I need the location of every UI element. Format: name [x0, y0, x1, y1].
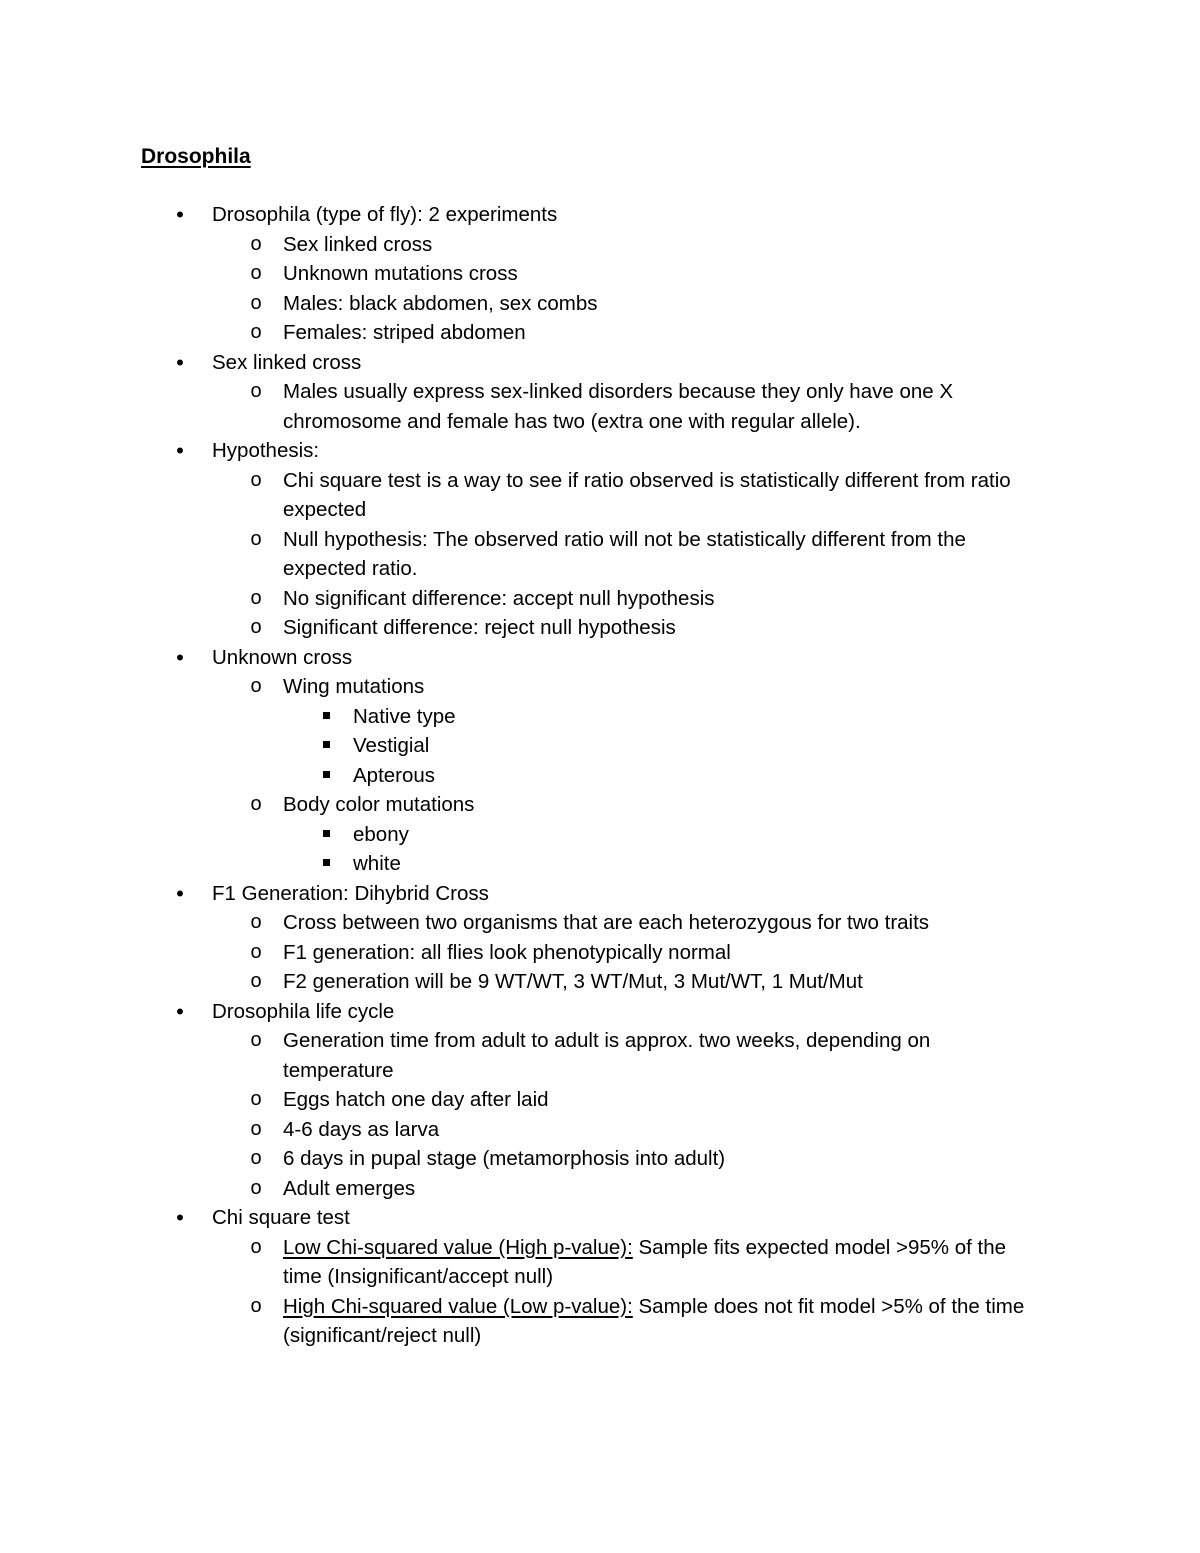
sub-bullet-text: Wing mutations [283, 675, 425, 698]
sub-bullet-marker: o [250, 1176, 262, 1199]
sub-sub-bullet-text: ebony [353, 822, 409, 846]
sub-bullet-continuation: expected ratio. [283, 557, 418, 580]
sub-bullet-item [0, 259, 1200, 289]
bullet-item [0, 348, 1200, 378]
sub-bullet-text: 4-6 days as larva [283, 1117, 440, 1141]
sub-bullet-text: Eggs hatch one day after laid [283, 1088, 549, 1111]
bullet-marker: • [176, 644, 184, 670]
bullet-marker: • [176, 998, 184, 1024]
sub-bullet-item [0, 318, 1200, 348]
sub-bullet-text: Chi square test is a way to see if ratio observed is statistically different from ratio [283, 468, 1011, 492]
sub-bullet-marker: o [250, 321, 262, 343]
sub-sub-bullet-item [0, 820, 1200, 850]
sub-bullet-item [0, 1115, 1200, 1145]
bullet-item [0, 1203, 1200, 1233]
sub-bullet-text: 6 days in pupal stage (metamorphosis into adult) [283, 1147, 726, 1170]
bullet-item [0, 643, 1200, 673]
bullet-text: Unknown cross [212, 645, 353, 669]
bullet-marker: • [176, 880, 184, 906]
sub-bullet-continuation: expected [283, 498, 367, 521]
bullet-text: Chi square test [212, 1206, 350, 1229]
underlined-term: Low Chi-squared value (High p-value): [283, 1235, 633, 1259]
page-title: Drosophila [141, 145, 251, 168]
sub-bullet-item [0, 1144, 1200, 1174]
sub-bullet-text: Unknown mutations cross [283, 262, 518, 285]
sub-bullet-marker: o [250, 1147, 262, 1169]
notes-list [0, 200, 1200, 1351]
sub-bullet-text: F2 generation will be 9 WT/WT, 3 WT/Mut, 3 Mut/WT, 1 Mut/Mut [283, 970, 863, 993]
square-bullet-icon [314, 761, 338, 791]
square-bullet-icon [314, 731, 338, 761]
sub-bullet-item [0, 908, 1200, 938]
sub-bullet-text: Females: striped abdomen [283, 321, 526, 344]
sub-bullet-marker: o [250, 1029, 262, 1051]
sub-sub-bullet-text: Vestigial [353, 734, 430, 757]
sub-bullet-continuation: chromosome and female has two (extra one with regular allele). [283, 409, 861, 433]
sub-bullet-item [0, 967, 1200, 997]
sub-bullet-continuation: temperature [283, 1058, 394, 1082]
sub-bullet-text: Adult emerges [283, 1176, 416, 1200]
bullet-text: Drosophila life cycle [212, 999, 395, 1023]
sub-bullet-marker: o [250, 940, 262, 963]
bullet-marker: • [176, 438, 184, 463]
sub-bullet-item [0, 1292, 1200, 1322]
sub-sub-bullet-item [0, 849, 1200, 879]
sub-bullet-item [0, 466, 1200, 496]
bullet-text: Hypothesis: [212, 439, 320, 462]
sub-bullet-item [0, 1026, 1200, 1056]
sub-bullet-text: F1 generation: all flies look phenotypically normal [283, 940, 731, 964]
sub-bullet-item [0, 230, 1200, 260]
sub-bullet-continuation: (significant/reject null) [283, 1324, 482, 1347]
sub-bullet-marker: o [250, 616, 262, 638]
sub-bullet-marker: o [250, 1235, 262, 1258]
sub-bullet-item [0, 672, 1200, 702]
sub-bullet-text: Significant difference: reject null hypothesis [283, 616, 676, 639]
sub-bullet-marker: o [250, 911, 262, 933]
sub-bullet-item [0, 790, 1200, 820]
sub-bullet-item [0, 1085, 1200, 1115]
sub-bullet-item [0, 1233, 1200, 1263]
sub-bullet-marker: o [250, 1088, 262, 1110]
sub-bullet-marker: o [250, 380, 262, 402]
sub-bullet-marker: o [250, 586, 262, 609]
sub-bullet-marker: o [250, 675, 262, 697]
bullet-text: Sex linked cross [212, 350, 362, 374]
sub-bullet-text: Body color mutations [283, 793, 475, 816]
sub-bullet-text: Null hypothesis: The observed ratio will not be statistically different from the [283, 527, 966, 551]
sub-bullet-text: Sample does not fit model >5% of the time [632, 1294, 1025, 1318]
sub-bullet-text: Sample fits expected model >95% of the [632, 1235, 1007, 1259]
sub-sub-bullet-item [0, 731, 1200, 761]
sub-bullet-text: Males: black abdomen, sex combs [283, 291, 598, 315]
sub-bullet-text: No significant difference: accept null hypothesis [283, 586, 715, 610]
bullet-marker: • [176, 202, 184, 227]
sub-bullet-text: Sex linked cross [283, 232, 433, 256]
bullet-item [0, 997, 1200, 1027]
sub-bullet-item [0, 613, 1200, 643]
bullet-item [0, 436, 1200, 466]
sub-bullet-marker: o [250, 291, 262, 314]
sub-bullet-marker: o [250, 970, 262, 992]
sub-sub-bullet-text: Apterous [353, 763, 436, 787]
sub-bullet-text: Males usually express sex-linked disorders because they only have one X [283, 380, 954, 403]
sub-bullet-item [0, 377, 1200, 407]
bullet-marker: • [176, 1205, 184, 1230]
sub-bullet-item [0, 525, 1200, 555]
sub-bullet-marker: o [250, 232, 262, 255]
bullet-marker: • [176, 349, 184, 375]
sub-bullet-marker: o [250, 793, 262, 815]
sub-bullet-item [0, 938, 1200, 968]
bullet-item [0, 879, 1200, 909]
sub-sub-bullet-item [0, 761, 1200, 791]
underlined-term: High Chi-squared value (Low p-value): [283, 1294, 633, 1318]
sub-bullet-text: Cross between two organisms that are each heterozygous for two traits [283, 911, 930, 934]
square-bullet-icon [314, 849, 338, 879]
sub-sub-bullet-text: white [353, 852, 401, 875]
bullet-text: Drosophila (type of fly): 2 experiments [212, 203, 558, 226]
sub-bullet-marker: o [250, 1294, 262, 1317]
sub-bullet-item [0, 584, 1200, 614]
bullet-text: F1 Generation: Dihybrid Cross [212, 881, 489, 905]
sub-bullet-marker: o [250, 527, 262, 550]
sub-bullet-marker: o [250, 468, 262, 491]
square-bullet-icon [314, 702, 338, 732]
sub-bullet-item [0, 1174, 1200, 1204]
sub-bullet-continuation: time (Insignificant/accept null) [283, 1265, 554, 1288]
bullet-item [0, 200, 1200, 230]
sub-bullet-text: Generation time from adult to adult is approx. two weeks, depending on [283, 1029, 931, 1052]
sub-bullet-marker: o [250, 1117, 262, 1140]
sub-sub-bullet-item [0, 702, 1200, 732]
sub-bullet-item [0, 289, 1200, 319]
square-bullet-icon [314, 820, 338, 850]
sub-bullet-marker: o [250, 262, 262, 284]
sub-sub-bullet-text: Native type [353, 704, 456, 728]
